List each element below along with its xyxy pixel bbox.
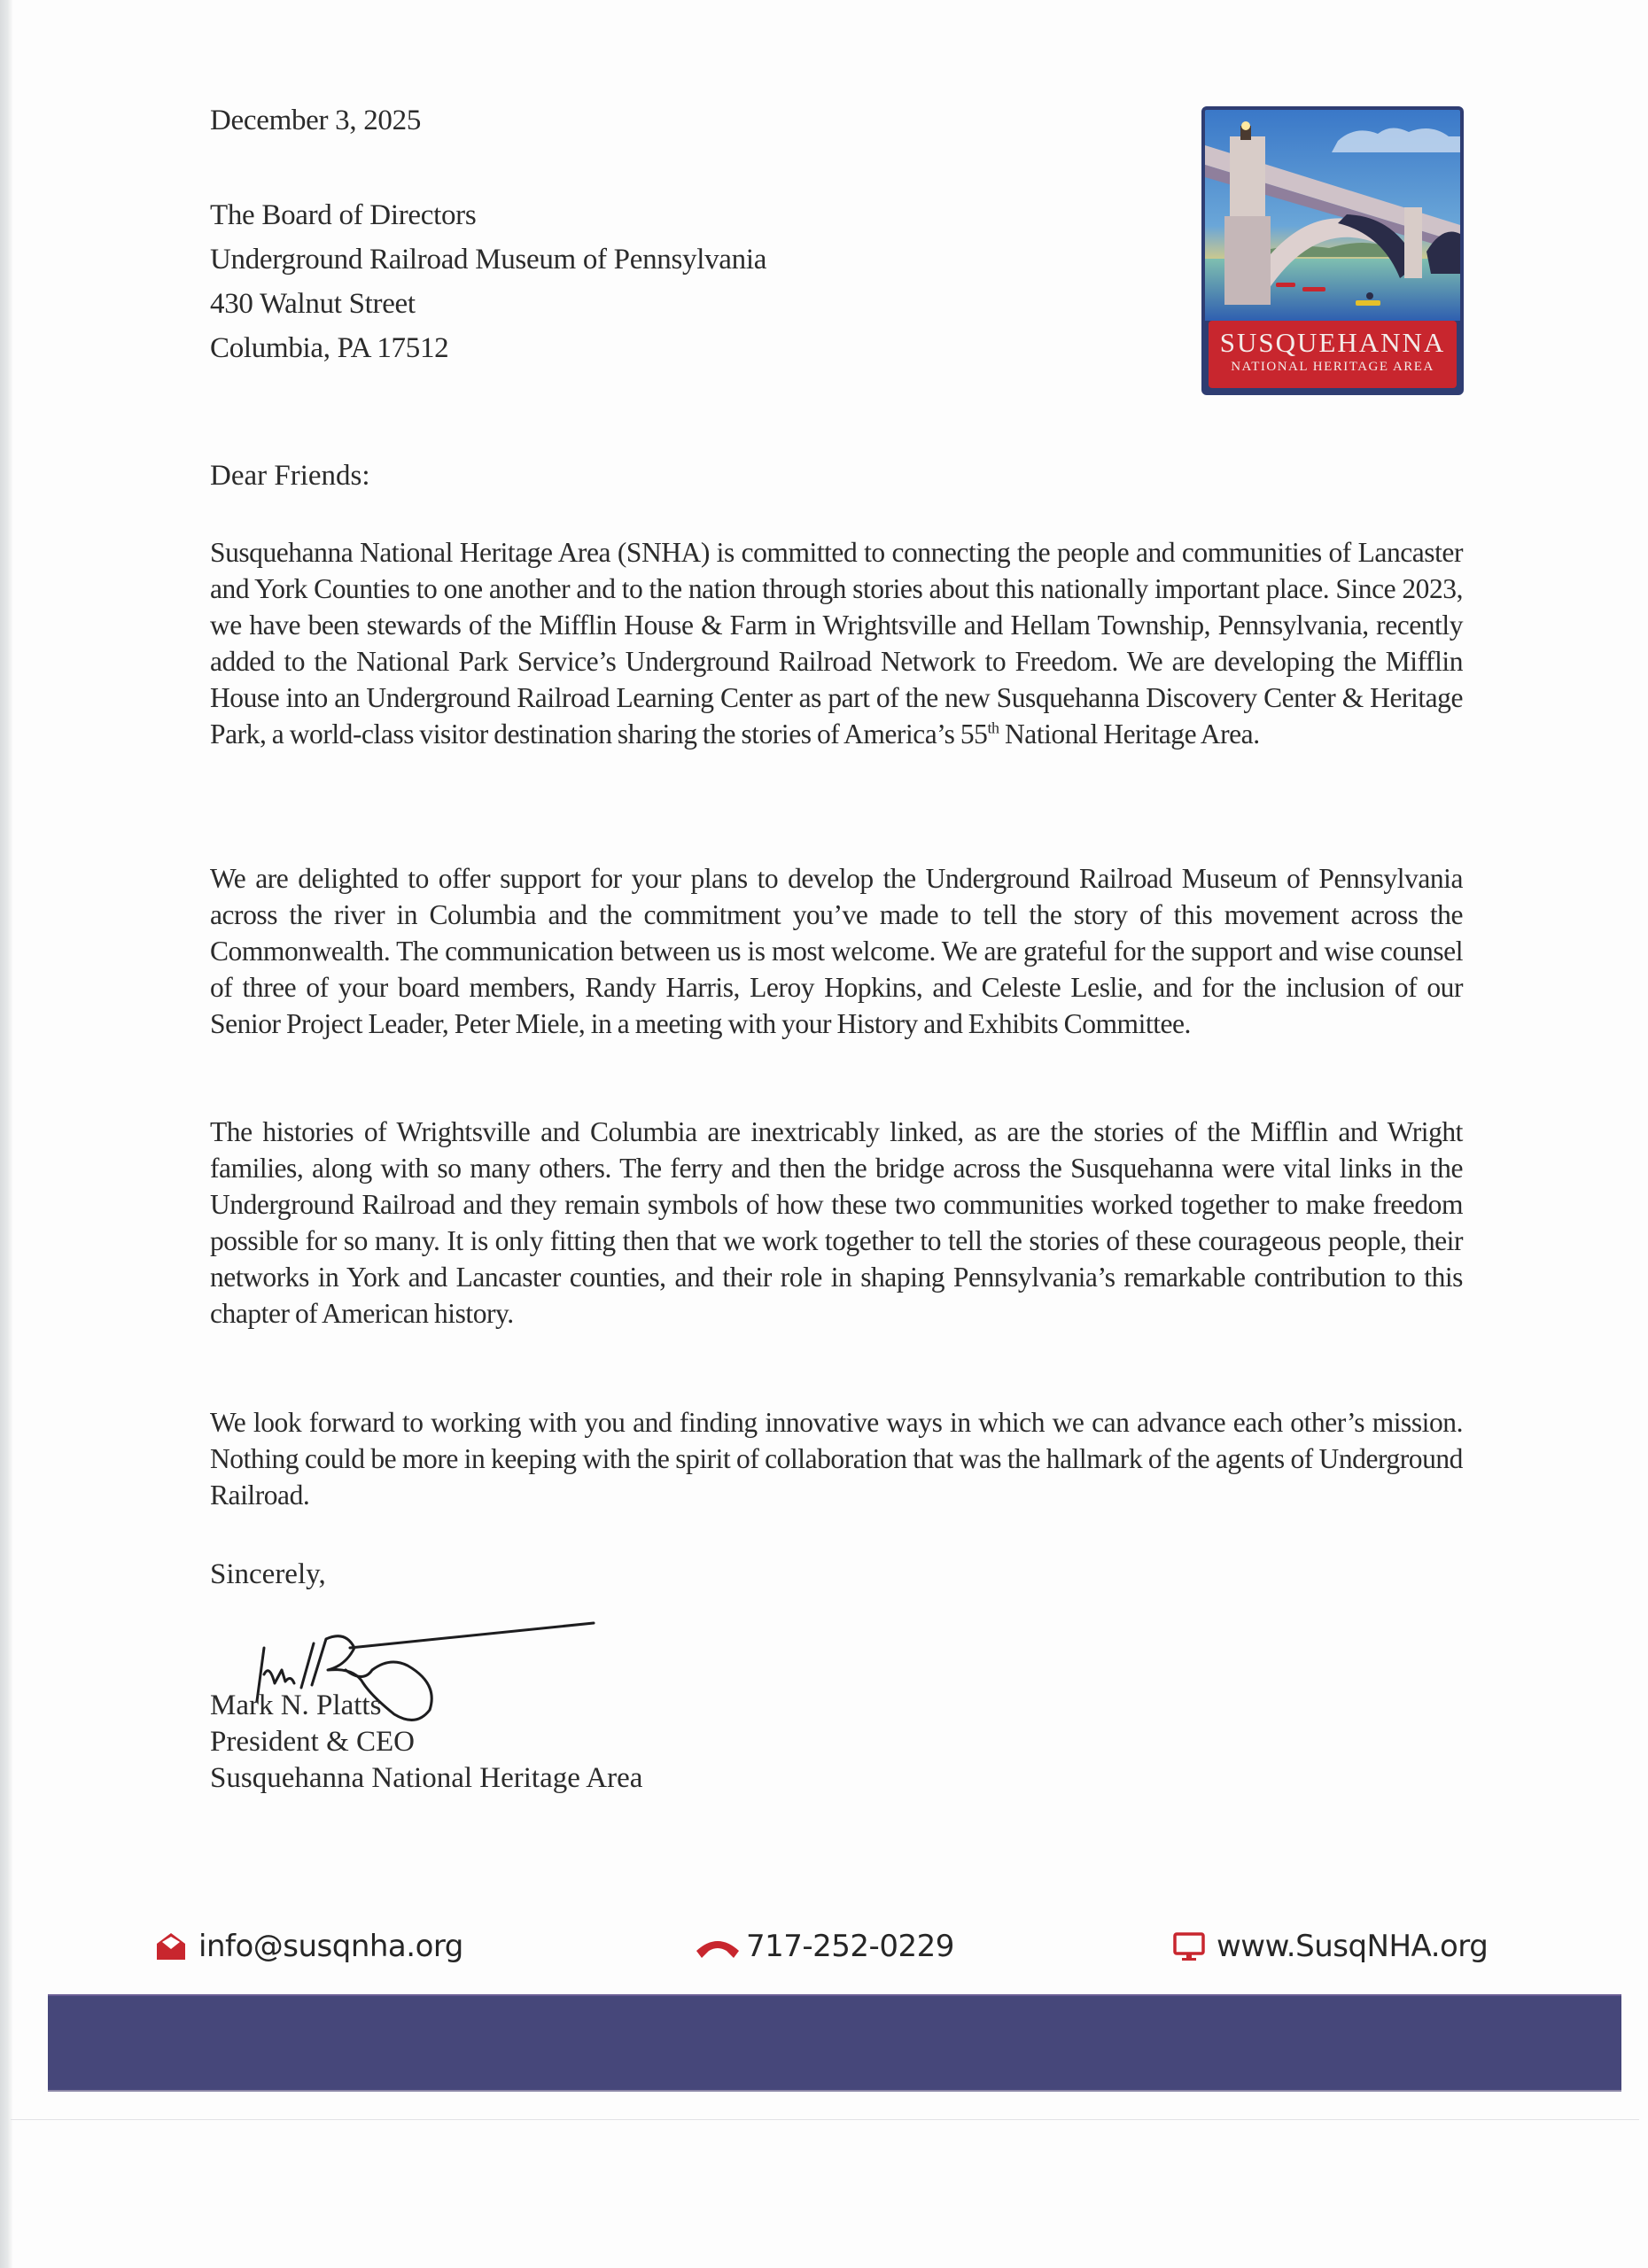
signer-name: Mark N. Platts bbox=[210, 1689, 382, 1721]
paragraph-3: The histories of Wrightsville and Columbia are inextricably linked, as are the stories of the Mifflin and Wright families, along with so many others. The ferry and then the bridge across the Susquehanna were vital links in the Underground Railroad and they remain symbols of how these two communities worked together to make freedom possible for so many. It is only fitting then that we work together to tell the stories of these courageous people, their networks in York and Lancaster counties, and their role in shaping Pennsylvania’s remarkable contribution to this chapter of American history. bbox=[210, 1116, 1463, 1329]
paragraph-4: We look forward to working with you and finding innovative ways in which we can advance each other’s mission. Nothing could be more in keeping with the spirit of collaboration that was the hallmark of the agents of Underground Railroad. bbox=[210, 1407, 1463, 1511]
logo-banner bbox=[1209, 321, 1457, 388]
ordinal-suffix: th bbox=[987, 718, 999, 737]
recipient-address bbox=[210, 193, 766, 370]
snha-logo bbox=[1201, 106, 1464, 395]
paragraph-1 bbox=[210, 534, 1463, 752]
phone-handset-icon bbox=[693, 1930, 742, 1963]
website-text: www.SusqNHA.org bbox=[1217, 1929, 1489, 1964]
signature-block bbox=[210, 1688, 642, 1797]
footer-color-band bbox=[48, 1994, 1621, 2092]
letter-date: December 3, 2025 bbox=[210, 105, 422, 136]
logo-title: SUSQUEHANNA bbox=[1219, 327, 1446, 358]
recipient-line: 430 Walnut Street bbox=[210, 288, 416, 320]
email-text: info@susqnha.org bbox=[198, 1929, 463, 1964]
phone-text: 717-252-0229 bbox=[746, 1929, 954, 1964]
envelope-open-icon bbox=[154, 1930, 188, 1963]
signer-organization: Susquehanna National Heritage Area bbox=[210, 1762, 643, 1794]
recipient-line: Columbia, PA 17512 bbox=[210, 332, 449, 364]
footer-phone[interactable] bbox=[693, 1924, 954, 1969]
footer-website[interactable] bbox=[1172, 1924, 1488, 1969]
bridge-illustration-icon bbox=[1205, 110, 1460, 321]
footer-email[interactable] bbox=[154, 1924, 463, 1969]
salutation: Dear Friends: bbox=[210, 460, 370, 492]
paragraph-1-text: Susquehanna National Heritage Area (SNHA) is committed to connecting the people and communities of Lancaster and York Counties to one another and to the nation through stories about this nationally important place. Since 2023, we have been stewards of the Mifflin House & Farm in Wrightsville and Hellam Township, Pennsylvania, recently added to the National Park Service’s Underground Railroad Network to Freedom. We are developing the Mifflin House into an Underground Railroad Learning Center as part of the new Susquehanna Discovery Center & Heritage Park, a world-class visitor destination sharing the stories of America’s 55 bbox=[210, 537, 1463, 750]
closing: Sincerely, bbox=[210, 1558, 326, 1590]
recipient-line: The Board of Directors bbox=[210, 199, 477, 231]
paragraph-1-text-end: National Heritage Area. bbox=[999, 718, 1260, 750]
paragraph-2: We are delighted to offer support for your plans to develop the Underground Railroad Museum of Pennsylvania across the river in Columbia and the commitment you’ve made to tell the story of this movement across the Commonwealth. The communication between us is most welcome. We are grateful for the support and wise counsel of three of your board members, Randy Harris, Leroy Hopkins, and Celeste Leslie, and for the inclusion of our Senior Project Leader, Peter Miele, in a meeting with your History and Exhibits Committee. bbox=[210, 863, 1463, 1039]
logo-subtitle: NATIONAL HERITAGE AREA bbox=[1231, 360, 1434, 374]
page-edge-line bbox=[11, 2119, 1639, 2120]
recipient-line: Underground Railroad Museum of Pennsylvania bbox=[210, 244, 767, 276]
monitor-icon bbox=[1172, 1930, 1206, 1963]
signer-title: President & CEO bbox=[210, 1726, 415, 1758]
scan-edge bbox=[0, 0, 12, 2268]
